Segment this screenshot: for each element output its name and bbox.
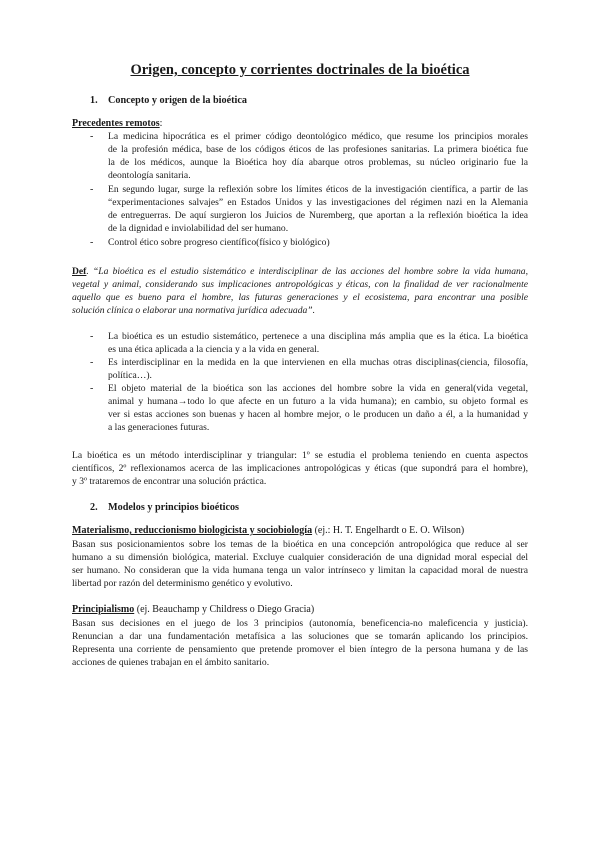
- text-line: La medicina hipocrática es el primer código deontológico médico, que resume los principios morales: [108, 131, 528, 142]
- text-line: En segundo lugar, surge la reflexión sobre los límites éticos de la investigación científica, a partir de las: [108, 184, 528, 195]
- precedentes-label: Precedentes remotos: [72, 118, 160, 129]
- text-line: Renuncian a dar una fundamentación metafísica a las soluciones que se tomarán aplicando los principios.: [72, 631, 528, 642]
- bullet-marker: -: [90, 184, 94, 195]
- text-line: El objeto material de la bioética son las acciones del hombre sobre la vida en general(vida vegetal,: [108, 383, 528, 394]
- text-line: científicos, 2º reflexionamos acerca de las implicaciones antropológicas y éticas (que supondrá para el hombre),: [72, 463, 528, 474]
- text-line: a las generaciones futuras.: [108, 422, 210, 433]
- text-line: Basan sus posicionamientos sobre los temas de la bioética en una concepción antropológica que reduce al ser: [72, 539, 528, 550]
- section-1-title: Concepto y origen de la bioética: [108, 95, 247, 106]
- principialismo-example: (ej. Beauchamp y Childress o Diego Gracia): [134, 604, 315, 615]
- text-line: deontología sanitaria.: [108, 170, 191, 181]
- document-title: Origen, concepto y corrientes doctrinales de la bioética: [130, 62, 470, 78]
- section-2-title: Modelos y principios bioéticos: [108, 502, 240, 513]
- text-line: política…).: [108, 370, 152, 381]
- text-line: de entreguerras. De aquí surgieron los Juicios de Nuremberg, que aportan a la reflexión bioética la idea: [108, 210, 528, 221]
- bullet-marker: -: [90, 237, 94, 248]
- text-line: ver si estas acciones son buenas y hacen al hombre mejor, o le producen un daño a él, a la humanidad y: [108, 409, 528, 420]
- section-2-number: 2.: [90, 502, 98, 513]
- definition-label: Def: [72, 266, 87, 277]
- text-line: es una ética aplicada a la ciencia y a la vida en general.: [108, 344, 320, 355]
- text-line: la de los médicos, aunque la Bioética hoy día abarque otros problemas, su núcleo originario fue la: [108, 157, 528, 168]
- principialismo-title: Principialismo: [72, 604, 135, 615]
- materialismo-title: Materialismo, reduccionismo biologicista y sociobiología: [72, 525, 313, 536]
- definition-line: vegetal y animal, considerando sus implicaciones antropológicas y éticas, con la finalidad de ver racionalmente: [72, 279, 528, 290]
- precedentes-heading: [72, 118, 162, 129]
- text-line: de la profesión médica, base de los códigos éticos de las profesiones sanitarias. La primera bioética fue: [108, 144, 528, 155]
- text-line: libertad por razón del determinismo genético y evolutivo.: [72, 578, 293, 589]
- text-line: animal y humana→todo lo que afecte en un futuro a la vida humana); en cambio, su objeto formal es: [108, 396, 528, 407]
- text-line: de la dignidad e inviolabilidad del ser humano.: [108, 223, 289, 234]
- text-line: y 3º trataremos de encontrar una solución práctica.: [72, 476, 267, 487]
- bullet-marker: -: [90, 331, 94, 342]
- text-line: “experimentaciones salvajes” en Estados Unidos y las investigaciones del régimen nazi en la Alemania: [108, 197, 528, 208]
- text-line: humano a su dimensión biológica, material. Excluye cualquier consideración de una dignidad moral especial del: [72, 552, 528, 563]
- materialismo-example: (ej.: H. T. Engelhardt o E. O. Wilson): [312, 525, 465, 536]
- section-1-heading: [90, 95, 247, 106]
- definition-line: [72, 265, 528, 278]
- section-1-number: 1.: [90, 95, 98, 106]
- text-line: La bioética es un estudio sistemático, pertenece a una disciplina más amplia que es la ética. La bioética: [108, 331, 528, 342]
- text-line: Representa una corriente de pensamiento que pretende promover el bien íntegro de la persona humana y de las: [72, 644, 528, 655]
- text-line: Basan sus decisiones en el juego de los 3 principios (autonomía, beneficencia-no maleficencia y justicia).: [72, 618, 528, 629]
- bullet-marker: -: [90, 357, 94, 368]
- precedentes-suffix: :: [159, 118, 163, 129]
- principialismo-heading: [72, 604, 314, 615]
- definition-line: aquello que es bueno para el hombre, las futuras generaciones y el ecosistema, para encontrar una posible: [72, 292, 528, 303]
- section-2-heading: [90, 502, 239, 513]
- definition-text: . “La bioética es el estudio sistemático e interdisciplinar de las acciones del hombre sobre la vida humana,: [86, 266, 528, 277]
- text-line: ser humano. No consideran que la vida humana tenga un valor intrínseco y limitan la capacidad moral de nuestra: [72, 565, 528, 576]
- bullet-marker: -: [90, 131, 94, 142]
- text-line: Control ético sobre progreso científico(físico y biológico): [108, 237, 330, 248]
- text-line: La bioética es un método interdisciplinar y triangular: 1º se estudia el problema teniendo en cuenta aspectos: [72, 450, 528, 461]
- text-line: Es interdisciplinar en la medida en la que intervienen en ella muchas otras disciplinas(ciencia, filosofía,: [108, 357, 528, 368]
- bullet-marker: -: [90, 383, 94, 394]
- definition-line: solución clínica o elaborar una normativa jurídica adecuada”.: [72, 305, 316, 316]
- materialismo-heading: [72, 525, 464, 536]
- text-line: acciones de quienes trabajan en el ámbito sanitario.: [72, 657, 270, 668]
